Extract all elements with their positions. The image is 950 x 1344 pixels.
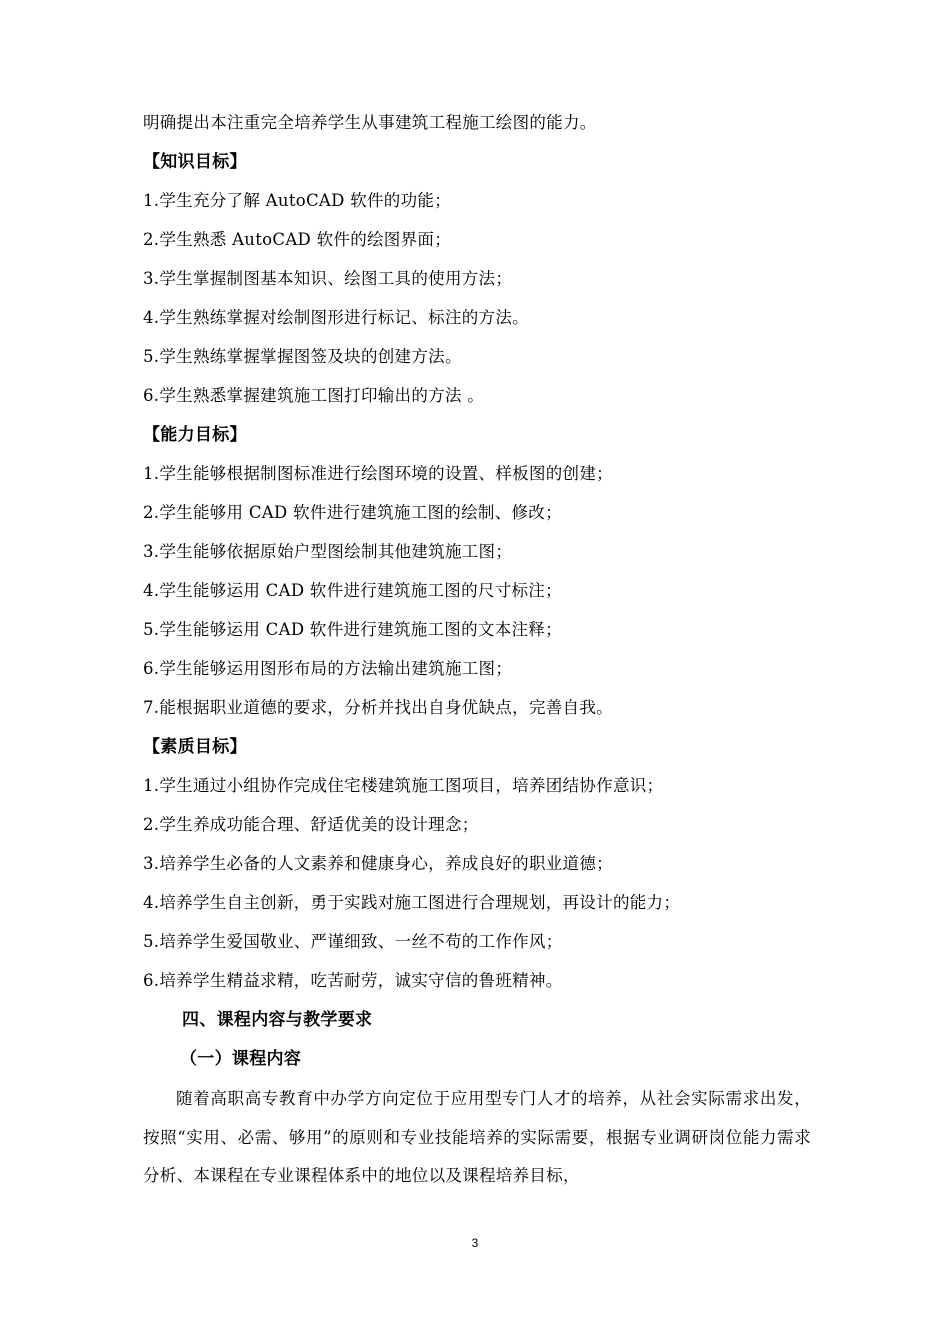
ability-item: 7.能根据职业道德的要求，分析并找出自身优缺点，完善自我。 [143,698,613,717]
knowledge-heading: 【知识目标】 [143,152,247,172]
ability-item: 6.学生能够运用图形布局的方法输出建筑施工图； [143,659,513,678]
quality-heading: 【素质目标】 [143,737,247,757]
quality-item: 2.学生养成功能合理、舒适优美的设计理念； [143,815,479,834]
quality-item: 6.培养学生精益求精，吃苦耐劳，诚实守信的鲁班精神。 [143,971,563,990]
quality-item: 3.培养学生必备的人文素养和健康身心，养成良好的职业道德； [143,854,613,873]
ability-item: 2.学生能够用 CAD 软件进行建筑施工图的绘制、修改； [143,503,562,522]
knowledge-item: 1.学生充分了解 AutoCAD 软件的功能； [143,191,452,210]
knowledge-item: 6.学生熟悉掌握建筑施工图打印输出的方法 。 [143,386,485,405]
knowledge-item: 3.学生掌握制图基本知识、绘图工具的使用方法； [143,269,513,288]
ability-item: 1.学生能够根据制图标准进行绘图环境的设置、样板图的创建； [143,464,613,483]
subsection-title: （一）课程内容 [180,1049,302,1069]
ability-item: 3.学生能够依据原始户型图绘制其他建筑施工图； [143,542,513,561]
ability-item: 4.学生能够运用 CAD 软件进行建筑施工图的尺寸标注； [143,581,562,600]
ability-heading: 【能力目标】 [143,425,247,445]
knowledge-item: 2.学生熟悉 AutoCAD 软件的绘图界面； [143,230,452,249]
knowledge-item: 4.学生熟练掌握对绘制图形进行标记、标注的方法。 [143,308,529,327]
intro-line: 明确提出本注重完全培养学生从事建筑工程施工绘图的能力。 [143,113,597,132]
quality-item: 1.学生通过小组协作完成住宅楼建筑施工图项目，培养团结协作意识； [143,776,664,795]
knowledge-item: 5.学生熟练掌握掌握图签及块的创建方法。 [143,347,462,366]
ability-item: 5.学生能够运用 CAD 软件进行建筑施工图的文本注释； [143,620,562,639]
quality-item: 4.培养学生自主创新，勇于实践对施工图进行合理规划，再设计的能力； [143,893,681,912]
section-title: 四、课程内容与教学要求 [182,1010,373,1030]
body-paragraph: 随着高职高专教育中办学方向定位于应用型专门人才的培养，从社会实际需求出发，按照“实用、必需、够用”的原则和专业技能培养的实际需要，根据专业调研岗位能力需求分析、本课程在专业课程体系中的地位以及课程培养目标， [143,1089,811,1186]
quality-item: 5.培养学生爱国敬业、严谨细致、一丝不苟的工作作风； [143,932,563,951]
page-number: 3 [471,1236,479,1250]
